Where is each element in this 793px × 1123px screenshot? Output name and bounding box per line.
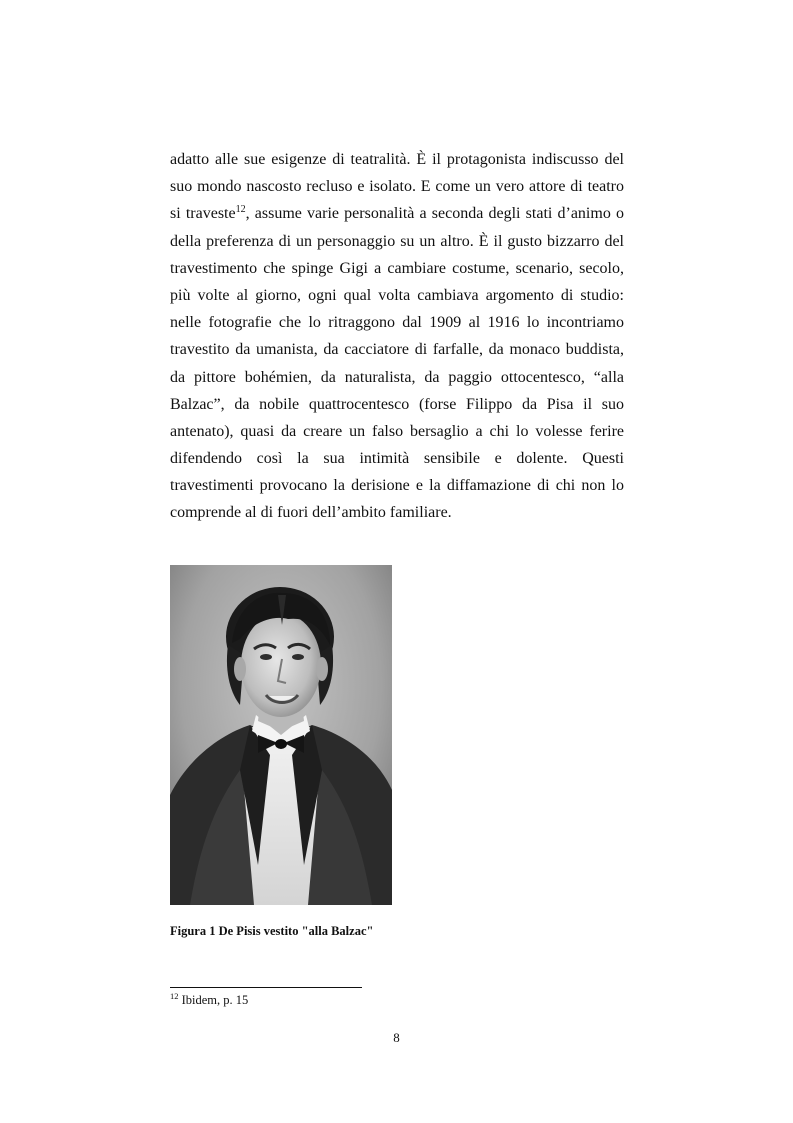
text-line-11: antenato), quasi da creare un falso bersaglio a chi lo volesse ferire: [170, 422, 624, 440]
text-line-7: nelle fotografie che lo ritraggono dal 1909 al 1916 lo incontriamo: [170, 314, 624, 332]
footnote-reference[interactable]: 12: [235, 204, 246, 216]
text-line-3-end: , assume varie personalità a seconda degli stati d’animo o: [245, 205, 624, 223]
text-line-6: più volte al giorno, ogni qual volta cambiava argomento di studio:: [170, 286, 624, 304]
text-line-13: travestimenti provocano la derisione e la diffamazione di chi non lo: [170, 477, 624, 495]
text-line-14: comprende al di fuori dell’ambito familiare.: [170, 504, 452, 522]
footnote: [170, 993, 248, 1008]
text-line-1: adatto alle sue esigenze di teatralità. È il protagonista indiscusso del: [170, 151, 624, 168]
page-number: 8: [393, 1030, 400, 1045]
figure-caption: Figura 1 De Pisis vestito "alla Balzac": [170, 924, 374, 938]
text-line-5: travestimento che spinge Gigi a cambiare costume, scenario, secolo,: [170, 259, 624, 277]
footnote-number: 12: [170, 991, 179, 1001]
footnote-text: Ibidem, p. 15: [178, 993, 249, 1007]
text-line-3-start: si traveste: [170, 205, 236, 223]
text-line-2: suo mondo nascosto recluso e isolato. E come un vero attore di teatro: [170, 178, 624, 196]
footnote-separator: [170, 987, 362, 988]
text-line-3: [170, 200, 624, 227]
text-line-10: Balzac”, da nobile quattrocentesco (forse Filippo da Pisa il suo: [170, 395, 624, 413]
portrait-photo: [170, 565, 392, 905]
body-paragraph: [170, 146, 624, 527]
text-line-12: difendendo così la sua intimità sensibile e dolente. Questi: [170, 450, 624, 468]
text-line-8: travestito da umanista, da cacciatore di farfalle, da monaco buddista,: [170, 341, 624, 359]
text-line-9: da pittore bohémien, da naturalista, da paggio ottocentesco, “alla: [170, 368, 624, 386]
text-line-4: della preferenza di un personaggio su un altro. È il gusto bizzarro del: [170, 232, 624, 250]
